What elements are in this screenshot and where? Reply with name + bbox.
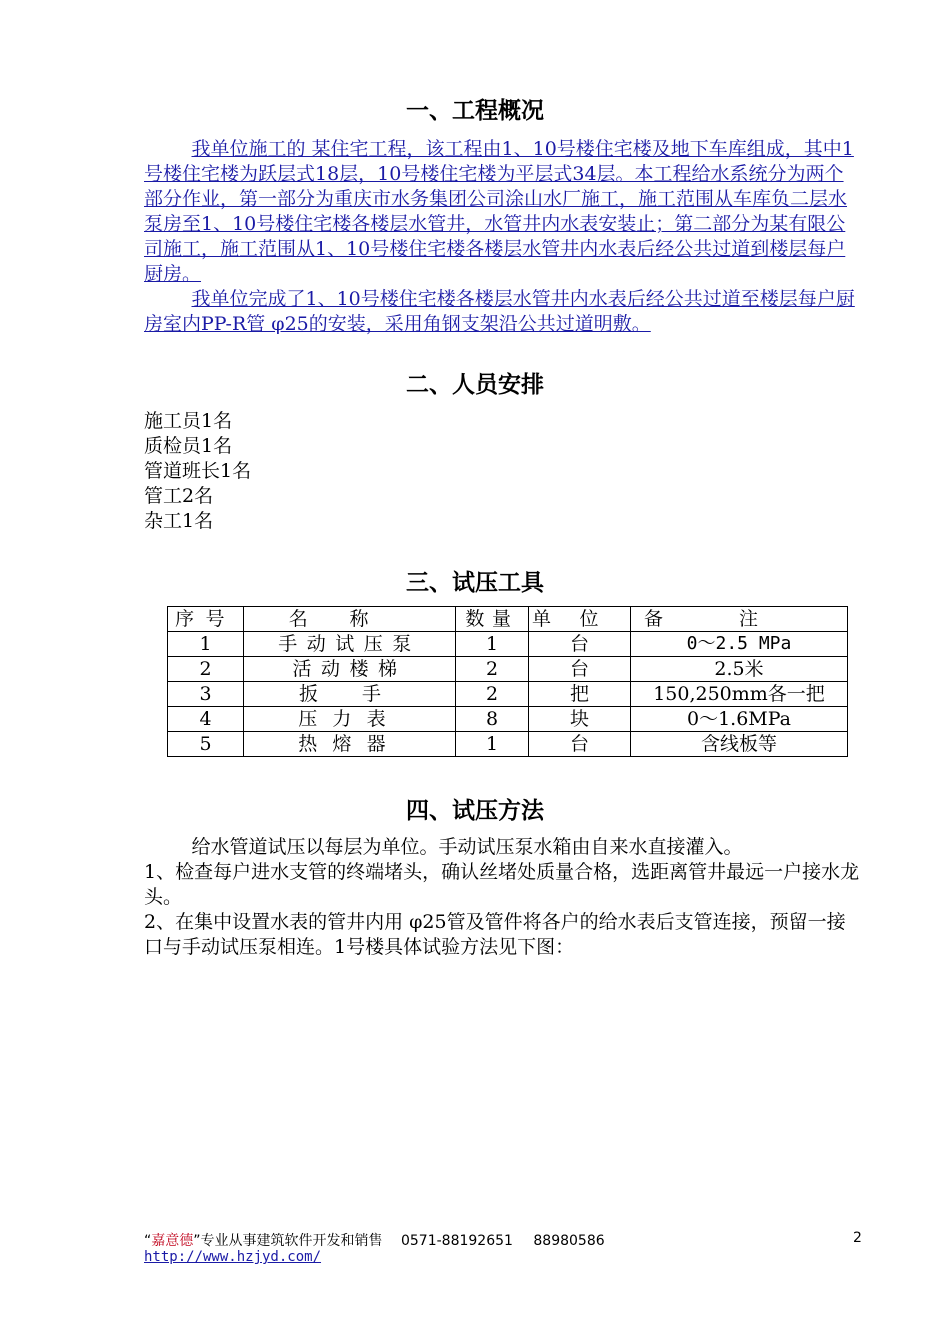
overview-paragraph-1[interactable]: 我单位施工的 某住宅工程，该工程由1、10号楼住宅楼及地下车库组成，其中1号楼住宅楼为跃层式18层，10号楼住宅楼为平层式34层。本工程给水系统分为两个部分作业，第一部分为重庆市水务集团公司涂山水厂施工，施工范围从车库负二层水泵房至1、10号楼住宅楼各楼层水管井，水管井内水表安装止；第二部分为某有限公司施工，施工范围从1、10号楼住宅楼各楼层水管井内水表后经公共过道到楼层每户厨房。 [144,138,854,285]
header-qty: 数量 [456,607,529,632]
cell-qty: 2 [456,657,529,682]
staff-list [144,409,251,534]
staff-item: 质检员1名 [144,435,233,457]
header-unit: 单位 [529,607,631,632]
cell-name: 活动楼梯 [244,657,456,682]
cell-qty: 8 [456,707,529,732]
header-note: 备注 [631,607,848,632]
section-title-method: 四、试压方法 [406,798,544,824]
cell-qty: 1 [456,632,529,657]
cell-note: 2.5米 [631,657,848,682]
header-name: 名称 [244,607,456,632]
section-title-tools: 三、试压工具 [406,570,544,596]
staff-item: 杂工1名 [144,510,214,532]
table-row [168,682,848,707]
cell-note: 含线板等 [631,732,848,757]
cell-unit: 块 [529,707,631,732]
table-row [168,732,848,757]
cell-qty: 1 [456,732,529,757]
cell-note: 150,250mm各一把 [631,682,848,707]
cell-name: 扳 手 [244,682,456,707]
method-paragraph-2: 1、检查每户进水支管的终端堵头，确认丝堵处质量合格，选距离管井最远一户接水龙头。 [144,861,860,908]
cell-index: 2 [168,657,244,682]
quote-close: ” [193,1233,201,1249]
cell-unit: 台 [529,732,631,757]
footer-url-link[interactable]: http://www.hzjyd.com/ [144,1249,322,1265]
cell-note: 0～2.5 MPa [631,632,848,657]
brand-name: 嘉意德 [151,1233,194,1249]
cell-index: 1 [168,632,244,657]
cell-name: 压力表 [244,707,456,732]
cell-name: 热熔器 [244,732,456,757]
table-row [168,707,848,732]
cell-name: 手动试压泵 [244,632,456,657]
method-paragraph-1: 给水管道试压以每层为单位。手动试压泵水箱由自来水直接灌入。 [191,836,743,858]
staff-item: 管道班长1名 [144,460,252,482]
footer-phone-1: 0571-88192651 [400,1233,513,1249]
tools-table [167,606,848,757]
cell-unit: 台 [529,632,631,657]
overview-paragraph-2[interactable]: 我单位完成了1、10号楼住宅楼各楼层水管井内水表后经公共过道至楼层每户厨房室内PP-R管 φ25的安装，采用角钢支架沿公共过道明敷。 [144,288,855,335]
cell-unit: 把 [529,682,631,707]
cell-index: 5 [168,732,244,757]
cell-unit: 台 [529,657,631,682]
cell-qty: 2 [456,682,529,707]
staff-item: 施工员1名 [144,410,233,432]
page-number: 2 [853,1230,862,1246]
cell-index: 4 [168,707,244,732]
method-paragraph-3: 2、在集中设置水表的管井内用 φ25管及管件将各户的给水表后支管连接，预留一接口与手动试压泵相连。1号楼具体试验方法见下图： [144,911,846,958]
header-index: 序号 [168,607,244,632]
cell-index: 3 [168,682,244,707]
footer-company-info [144,1230,605,1250]
section-title-staff: 二、人员安排 [406,372,544,398]
staff-item: 管工2名 [144,485,214,507]
table-header-row [168,607,848,632]
table-row [168,632,848,657]
table-row [168,657,848,682]
footer-text: 专业从事建筑软件开发和销售 [200,1233,383,1249]
footer-phone-2: 88980586 [533,1233,605,1249]
cell-note: 0～1.6MPa [631,707,848,732]
quote-open: “ [144,1233,152,1249]
section-title-overview: 一、工程概况 [406,98,544,124]
